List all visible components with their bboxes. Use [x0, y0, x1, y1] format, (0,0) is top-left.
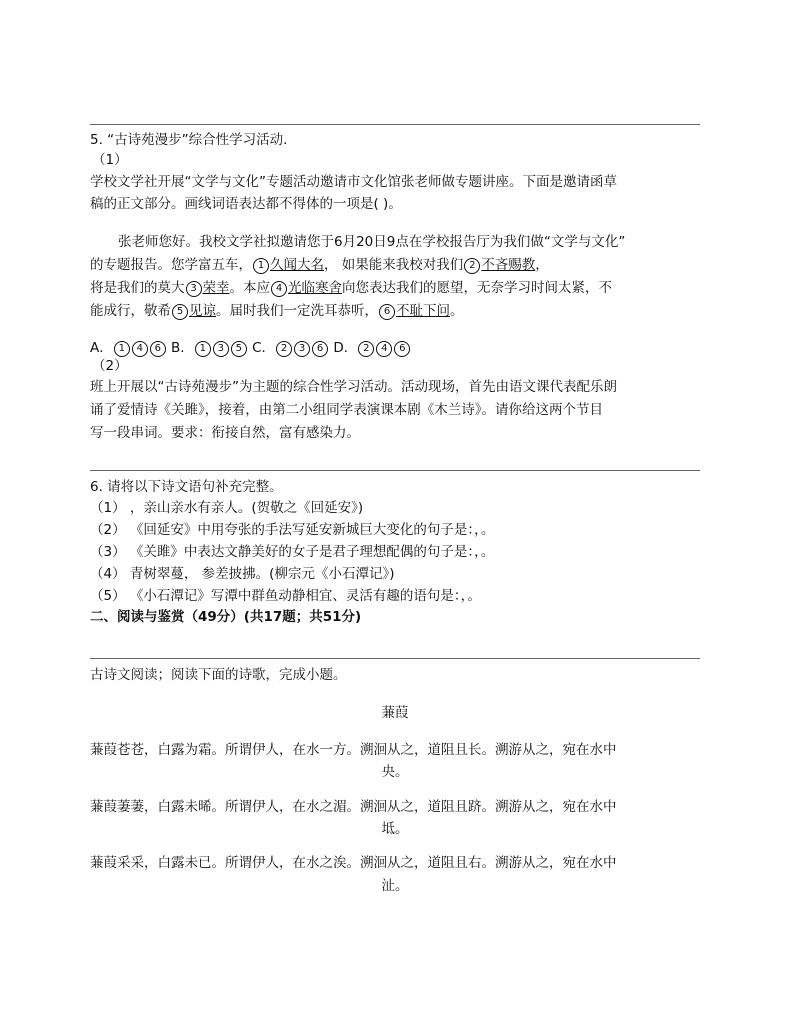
letter-line1: 张老师您好。我校文学社拟邀请您于6月20日9点在学校报告厅为我们做“文学与文化”: [118, 234, 626, 250]
poem-stanza-2-line2: 坻。: [381, 821, 409, 837]
option-d[interactable]: D． 2 4 6: [333, 340, 411, 356]
q5-sub1-number: （1）: [92, 152, 128, 168]
q6-item-4: （4） 青树翠蔓， 参差披拂。(柳宗元《小石潭记》): [90, 566, 395, 582]
poem-intro: 古诗文阅读；阅读下面的诗歌，完成小题。: [90, 667, 347, 683]
circled-number-4: 4: [271, 281, 287, 297]
divider-poem: [90, 658, 700, 659]
letter-line3: 将是我们的莫大 3 荣幸。本应 4 光临寒舍向您表达我们的愿望，无奈学习时间太紧，不: [90, 280, 612, 296]
section-2-heading: 二、阅读与鉴赏（49分）(共17题；共51分): [90, 609, 362, 625]
q6-title: 6. 请将以下诗文语句补充完整。: [90, 479, 283, 495]
poem-stanza-1-line1: 蒹葭苍苍，白露为霜。所谓伊人，在水一方。溯洄从之，道阻且长。溯游从之，宛在水中: [90, 742, 617, 758]
option-b[interactable]: B． 1 3 5: [171, 340, 248, 356]
q6-item-1: （1） ，亲山亲水有亲人。(贺敬之《回延安》): [90, 500, 364, 516]
option-c[interactable]: C． 2 3 6: [252, 340, 329, 356]
q5-sub1-line1: 学校文学社开展“文学与文化”专题活动邀请市文化馆张老师做专题讲座。下面是邀请函草: [90, 174, 617, 190]
poem-stanza-3-line2: 沚。: [381, 878, 409, 894]
q5-sub2-line2: 诵了爱情诗《关雎》，接着，由第二小组同学表演课本剧《木兰诗》。请你给这两个节目: [90, 402, 603, 418]
answer-options: [90, 338, 411, 358]
option-a[interactable]: A． 1 4 6: [90, 340, 167, 356]
circled-number-1: 1: [253, 258, 269, 274]
q5-sub2-number: （2）: [92, 358, 128, 374]
poem-stanza-2-line1: 蒹葭萋萋，白露未晞。所谓伊人，在水之湄。溯洄从之，道阻且跻。溯游从之，宛在水中: [90, 799, 617, 815]
circled-number-5: 5: [172, 304, 188, 320]
underlined-phrase-5: 见谅: [189, 303, 216, 319]
underlined-phrase-3: 荣幸: [202, 280, 230, 296]
circled-number-3: 3: [186, 281, 202, 297]
q6-item-3: （3） 《关雎》中表达文静美好的女子是君子理想配偶的句子是：，。: [90, 544, 495, 560]
divider-q5: [90, 124, 700, 125]
poem-stanza-3-line1: 蒹葭采采，白露未已。所谓伊人，在水之涘。溯洄从之，道阻且右。溯游从之，宛在水中: [90, 855, 617, 871]
poem-title: 蒹葭: [381, 705, 409, 721]
letter-line2: 的专题报告。您学富五车， 1 久闻大名， 如果能来我校对我们 2 不吝赐教，: [90, 257, 549, 273]
q5-sub1-line2: 稿的正文部分。画线词语表达都不得体的一项是( )。: [90, 196, 402, 212]
poem-stanza-1-line2: 央。: [381, 764, 409, 780]
divider-q6: [90, 470, 700, 471]
q6-item-2: （2） 《回延安》中用夸张的手法写延安新城巨大变化的句子是：，。: [90, 522, 495, 538]
underlined-phrase-2: 不吝赐教: [481, 257, 536, 273]
letter-line4: 能成行，敬希 5 见谅。届时我们一定洗耳恭听， 6 不耻下问。: [90, 303, 464, 319]
circled-number-2: 2: [464, 258, 480, 274]
underlined-phrase-4: 光临寒舍: [288, 280, 342, 296]
q5-title: 5. “古诗苑漫步”综合性学习活动.: [90, 132, 288, 148]
q5-sub2-line1: 班上开展以“古诗苑漫步”为主题的综合性学习活动。活动现场，首先由语文课代表配乐朗: [90, 379, 617, 395]
underlined-phrase-6: 不耻下问: [396, 303, 450, 319]
underlined-phrase-1: 久闻大名: [270, 257, 324, 273]
circled-number-6: 6: [379, 304, 395, 320]
q5-sub2-line3: 写一段串词。要求：衔接自然，富有感染力。: [90, 425, 360, 441]
q6-item-5: （5） 《小石潭记》写潭中群鱼动静相宜、灵活有趣的语句是：，。: [90, 588, 481, 604]
